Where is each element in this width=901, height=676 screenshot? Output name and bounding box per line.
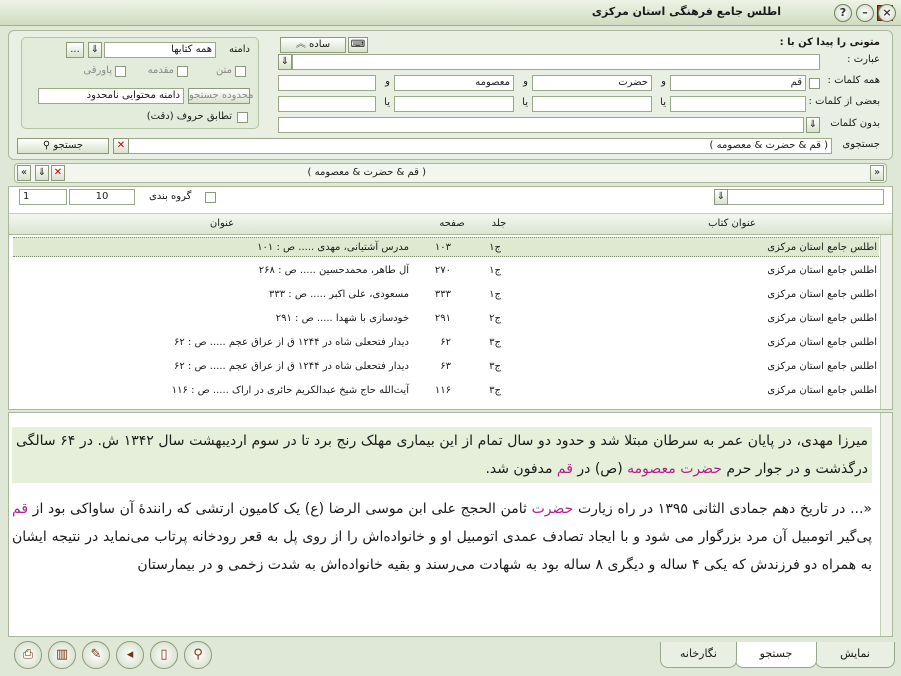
content-domain-field[interactable]: دامنه محتوایی نامحدود <box>38 88 184 104</box>
text-run: ثامن الحجج علی ابن موسی الرضا (ع) یک کامیون ارتشی که رانندهٔ آن ساواکی بود از <box>28 501 532 517</box>
all-words-input-2[interactable]: حضرت <box>532 75 652 91</box>
cell-volume: ج۱ <box>489 289 501 300</box>
note-button[interactable] <box>82 641 110 669</box>
close-icon: ✕ <box>53 167 63 178</box>
col-volume[interactable]: جلد <box>491 218 507 229</box>
cell-title: دیدار فتحعلی شاه در ۱۲۴۴ ق از عراق عجم ..... ص : ۶۲ <box>174 361 409 372</box>
all-words-input-3[interactable]: معصومه <box>394 75 514 91</box>
text-run: (ص) در <box>572 461 628 477</box>
col-title[interactable]: عنوان <box>209 218 235 229</box>
search-options <box>21 37 259 129</box>
cell-page: ۶۲ <box>440 337 451 348</box>
footnote-filter-label: پاورقی <box>83 65 112 76</box>
search-heading: متونی را پیدا کن با : <box>779 37 880 48</box>
table-row[interactable] <box>13 357 879 377</box>
some-words-input-3[interactable] <box>394 96 514 112</box>
or-connector-2: یا <box>522 97 528 108</box>
highlight-term: حضرت معصومه <box>627 461 722 477</box>
cell-title: خودسازی با شهدا ..... ص : ۲۹۱ <box>275 313 409 324</box>
query-bar <box>14 163 887 183</box>
or-connector-3: یا <box>384 97 390 108</box>
window-title: اطلس جامع فرهنگی استان مرکزی <box>591 5 781 18</box>
and-connector-2: و <box>523 76 528 87</box>
cell-book: اطلس جامع استان مرکزی <box>767 265 877 276</box>
cell-title: آل طاهر، محمدحسین ..... ص : ۲۶۸ <box>258 265 409 276</box>
search-expression-label: جستجوی <box>842 139 880 150</box>
cell-page: ۲۷۰ <box>434 265 451 276</box>
document-scrollbar[interactable] <box>880 413 892 636</box>
results-filter-input[interactable] <box>714 189 884 205</box>
and-connector-3: و <box>385 76 390 87</box>
tab-search[interactable]: جستجو <box>735 642 817 668</box>
intro-filter-label: مقدمه <box>147 65 174 76</box>
help-button[interactable]: ? <box>834 4 852 22</box>
some-words-input-1[interactable] <box>670 96 806 112</box>
footnote-filter-checkbox[interactable] <box>115 66 126 77</box>
cell-page: ۳۳۳ <box>434 289 451 300</box>
arrow-down-icon: ⇓ <box>90 44 100 55</box>
without-words-input[interactable] <box>278 117 804 133</box>
cell-page: ۶۳ <box>440 361 451 372</box>
domain-select[interactable]: همه کتابها <box>104 42 216 58</box>
cell-page: ۱۰۳ <box>434 242 451 253</box>
cell-book: اطلس جامع استان مرکزی <box>767 361 877 372</box>
cell-page: ۲۹۱ <box>434 313 451 324</box>
results-header <box>9 213 892 235</box>
tab-display[interactable]: نمایش <box>815 642 895 668</box>
search-expression-input[interactable]: ( قم & حضرت & معصومه ) <box>122 138 832 154</box>
page-size-field[interactable]: 10 <box>69 189 135 205</box>
or-connector-1: یا <box>660 97 666 108</box>
phrase-input[interactable] <box>292 54 820 70</box>
all-words-checkbox[interactable] <box>809 78 820 89</box>
all-words-input-4[interactable] <box>278 75 376 91</box>
table-row[interactable] <box>13 237 879 257</box>
cell-title: مدرس آشتیانی، مهدی ..... ص : ۱۰۱ <box>257 242 409 253</box>
magnifier-icon: ⚲ <box>193 647 203 662</box>
cell-book: اطلس جامع استان مرکزی <box>767 242 877 253</box>
page-button[interactable] <box>150 641 178 669</box>
search-button[interactable]: ⚲ جستجو <box>17 138 109 154</box>
phrase-history-button[interactable] <box>278 54 292 70</box>
domain-browse-button[interactable]: ... <box>66 42 84 58</box>
double-chevron-left-icon: « <box>20 167 28 178</box>
text-filter-checkbox[interactable] <box>235 66 246 77</box>
cell-title: مسعودی، علی اکبر ..... ص : ۳۳۳ <box>268 289 409 300</box>
cell-volume: ج۳ <box>489 385 501 396</box>
zoom-button[interactable] <box>184 641 212 669</box>
results-panel <box>8 186 893 410</box>
search-icon: ⚲ <box>42 140 51 151</box>
navigate-icon: ◂ <box>126 647 134 662</box>
highlight-term: قم <box>556 461 573 477</box>
query-down-button[interactable] <box>35 165 49 181</box>
phrase-label: عبارت : <box>847 54 880 65</box>
document-paragraph-2 <box>12 495 872 579</box>
search-mode-select[interactable]: ︽ ساده <box>280 37 346 53</box>
arrow-down-icon: ⇓ <box>808 119 818 130</box>
cell-title: آیت‌الله حاج شیخ عبدالکریم حائری در اراک ..... ص : ۱۱۶ <box>171 385 409 396</box>
results-filter-button[interactable] <box>714 189 728 205</box>
cell-volume: ج۲ <box>489 313 501 324</box>
text-run: پی‌گیر اتومبیل آن مرد بزرگوار می شود و با ایجاد تصادف عمدی اتومبیل او و خانواده‌اش را از روی پل به قعر رودخانه پرتاب می‌نماید در نتیجه ایشان به همراه دو فرزندش که یکی ۴ ساله و دیگری ۸ ساله بود به شهادت می‌رسند و بقیه خانواده‌اش به شدت زخمی و در بیمارستان <box>12 529 872 573</box>
printer-icon: ⎙ <box>22 647 34 662</box>
and-connector-1: و <box>661 76 666 87</box>
cell-book: اطلس جامع استان مرکزی <box>767 385 877 396</box>
cell-volume: ج۳ <box>489 337 501 348</box>
query-collapse-button[interactable] <box>17 165 31 181</box>
some-words-input-4[interactable] <box>278 96 376 112</box>
text-run: مدفون شد. <box>485 461 557 477</box>
tab-gallery[interactable]: نگارخانه <box>660 642 737 668</box>
keyboard-icon: ⌨ <box>350 39 366 50</box>
minimize-button[interactable]: – <box>856 4 874 22</box>
navigate-button[interactable] <box>116 641 144 669</box>
clear-search-button[interactable] <box>113 138 129 154</box>
close-button[interactable]: × <box>878 4 896 22</box>
page-start-field[interactable]: 1 <box>19 189 67 205</box>
cell-book: اطلس جامع استان مرکزی <box>767 313 877 324</box>
search-panel <box>8 30 893 160</box>
cell-volume: ج۳ <box>489 361 501 372</box>
search-scope-button[interactable]: محدوده جستجو <box>188 88 250 104</box>
query-expand-button[interactable] <box>870 165 884 181</box>
group-by-checkbox[interactable] <box>205 192 216 203</box>
some-words-input-2[interactable] <box>532 96 652 112</box>
document-view <box>8 412 893 637</box>
table-row[interactable] <box>13 261 879 281</box>
cell-volume: ج۱ <box>489 265 501 276</box>
col-book-title[interactable]: عنوان کتاب <box>708 218 756 229</box>
print-button[interactable] <box>14 641 42 669</box>
results-scrollbar[interactable] <box>880 235 892 409</box>
arrow-down-icon: ⇓ <box>280 56 290 67</box>
keyboard-button[interactable] <box>348 37 368 53</box>
arrow-down-icon: ⇓ <box>716 191 726 202</box>
book-icon: ▥ <box>55 647 69 662</box>
without-words-label: بدون کلمات <box>830 118 880 129</box>
text-filter-label: متن <box>216 65 232 76</box>
highlight-term: قم <box>12 501 29 517</box>
pencil-icon: ✎ <box>90 647 102 662</box>
highlight-term: حضرت <box>531 501 574 517</box>
exact-match-checkbox[interactable] <box>237 112 248 123</box>
bottom-bar <box>0 638 901 676</box>
cell-book: اطلس جامع استان مرکزی <box>767 289 877 300</box>
domain-label: دامنه <box>229 44 250 55</box>
group-by-label: گروه بندی <box>149 191 192 202</box>
cell-volume: ج۱ <box>489 242 501 253</box>
text-run: میرزا مهدی، در پایان عمر به سرطان مبتلا شد و حدود دو سال تمام از این بیماری مهلک رنج برد تا در سوم اردیبهشت سال ۱۳۴۲ ش. در ۶۴ سالگی درگذشت و در جوار حرم <box>16 433 868 477</box>
chevron-up-icon: ︽ <box>295 39 306 50</box>
query-clear-button[interactable] <box>51 165 65 181</box>
some-words-label: بعضی از کلمات : <box>808 96 880 107</box>
table-row[interactable] <box>13 285 879 305</box>
page-icon: ▯ <box>160 647 168 662</box>
text-run: «... در تاریخ دهم جمادی الثانی ۱۳۹۵ در راه زیارت <box>573 501 872 517</box>
intro-filter-checkbox[interactable] <box>177 66 188 77</box>
double-chevron-right-icon: » <box>873 167 881 178</box>
domain-dropdown-button[interactable] <box>88 42 102 58</box>
table-row[interactable] <box>13 381 879 401</box>
all-words-label: همه کلمات : <box>827 75 880 86</box>
col-page[interactable]: صفحه <box>439 218 465 229</box>
books-button[interactable] <box>48 641 76 669</box>
title-bar <box>0 0 901 26</box>
query-text: ( قم & حضرت & معصومه ) <box>307 167 426 178</box>
without-words-history-button[interactable] <box>806 117 820 133</box>
cell-book: اطلس جامع استان مرکزی <box>767 337 877 348</box>
table-row[interactable] <box>13 333 879 353</box>
close-icon: ✕ <box>116 140 126 151</box>
cell-page: ۱۱۶ <box>434 385 451 396</box>
all-words-input-1[interactable]: قم <box>670 75 806 91</box>
document-paragraph-1 <box>12 427 872 483</box>
cell-title: دیدار فتحعلی شاه در ۱۲۴۴ ق از عراق عجم ..... ص : ۶۲ <box>174 337 409 348</box>
exact-match-label: تطابق حروف (دقت) <box>146 111 232 122</box>
table-row[interactable] <box>13 309 879 329</box>
arrow-down-icon: ⇓ <box>37 167 47 178</box>
